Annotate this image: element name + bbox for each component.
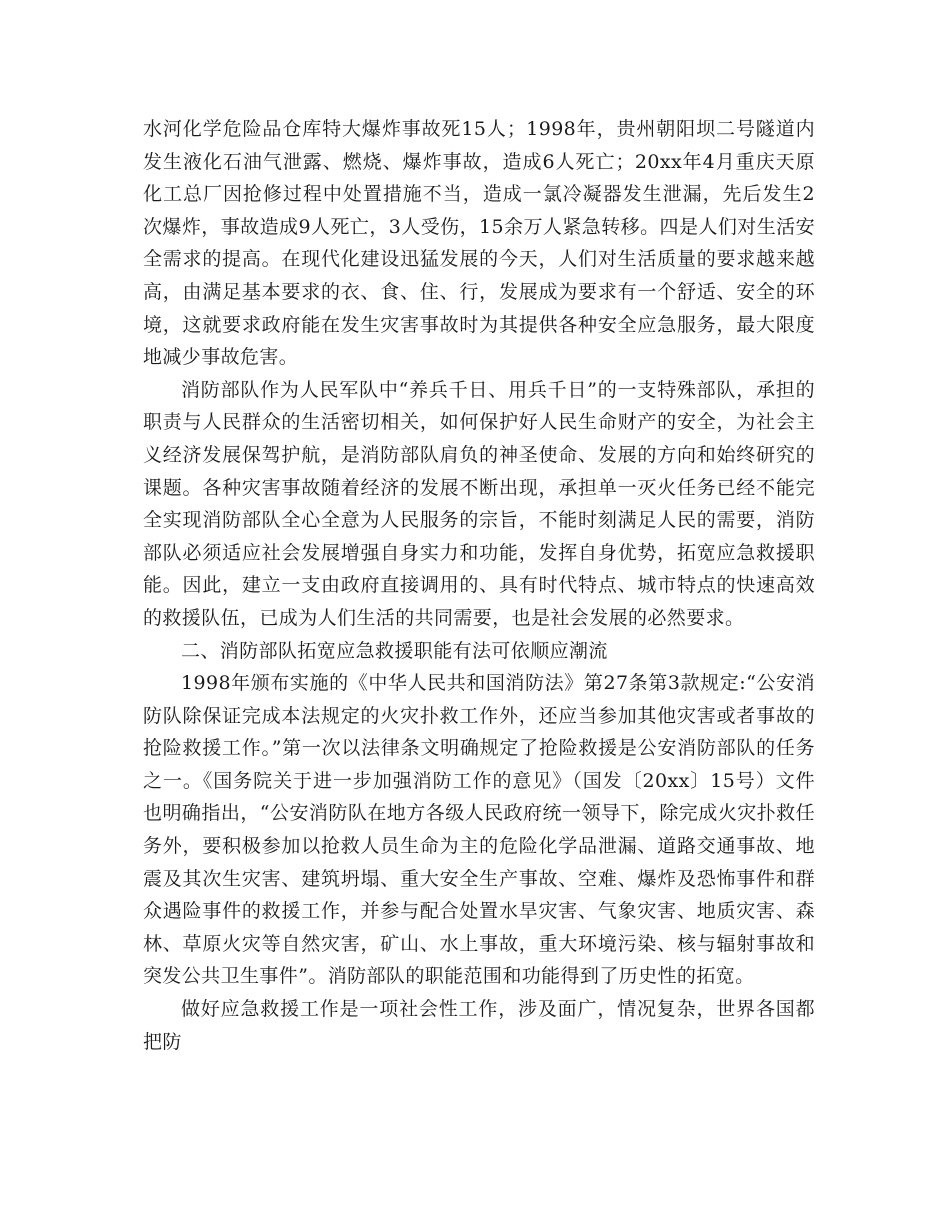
paragraph-fire-law: 1998年颁布实施的《中华人民共和国消防法》第27条第3款规定:“公安消防队除保证完成本法规定的火灾扑救工作外，还应当参加其他灾害或者事故的抢险救援工作。”第一次以法律条文明确规定了抢险救援是公安消防部队的任务之一。《国务院关于进一步加强消防工作的意见》（国发〔20xx〕15号）文件也明确指出，“公安消防队在地方各级人民政府统一领导下，除完成火灾扑救任务外，要积极参加以抢救人员生命为主的危险化学品泄漏、道路交通事故、地震及其次生灾害、建筑坍塌、重大安全生产事故、空难、爆炸及恐怖事件和群众遇险事件的救援工作，并参与配合处置水旱灾害、气象灾害、地质灾害、森林、草原火灾等自然灾害，矿山、水上事故，重大环境污染、核与辐射事故和突发公共卫生事件”。消防部队的职能范围和功能得到了历史性的拓宽。 — [143, 672, 815, 988]
paragraph-fire-brigade-role: 消防部队作为人民军队中“养兵千日、用兵千日”的一支特殊部队，承担的职责与人民群众的生活密切相关，如何保护好人民生命财产的安全，为社会主义经济发展保驾护航，是消防部队肩负的神圣使命、发展的方向和始终研究的课题。各种灾害事故随着经济的发展不断出现，承担单一灭火任务已经不能完全实现消防部队全心全意为人民服务的宗旨，不能时刻满足人民的需要，消防部队必须适应社会发展增强自身实力和功能，发挥自身优势，拓宽应急救援职能。因此，建立一支由政府直接调用的、具有时代特点、城市特点的快速高效的救援队伍，已成为人们生活的共同需要，也是社会发展的必然要求。 — [143, 378, 815, 629]
paragraph-continued: 水河化学危险品仓库特大爆炸事故死15人；1998年，贵州朝阳坝二号隧道内发生液化石油气泄露、燃烧、爆炸事故，造成6人死亡；20xx年4月重庆天原化工总厂因抢修过程中处置措施不当，造成一氯冷凝器发生泄漏，先后发生2次爆炸，事故造成9人死亡，3人受伤，15余万人紧急转移。四是人们对生活安全需求的提高。在现代化建设迅猛发展的今天，人们对生活质量的要求越来越高，由满足基本要求的衣、食、住、行，发展成为要求有一个舒适、安全的环境，这就要求政府能在发生灾害事故时为其提供各种安全应急服务，最大限度地减少事故危害。 — [143, 118, 815, 369]
paragraph-emergency-rescue: 做好应急救援工作是一项社会性工作，涉及面广，情况复杂，世界各国都把防 — [143, 998, 815, 1053]
body-text — [143, 113, 815, 1058]
section-heading: 二、消防部队拓宽应急救援职能有法可依顺应潮流 — [181, 639, 608, 662]
